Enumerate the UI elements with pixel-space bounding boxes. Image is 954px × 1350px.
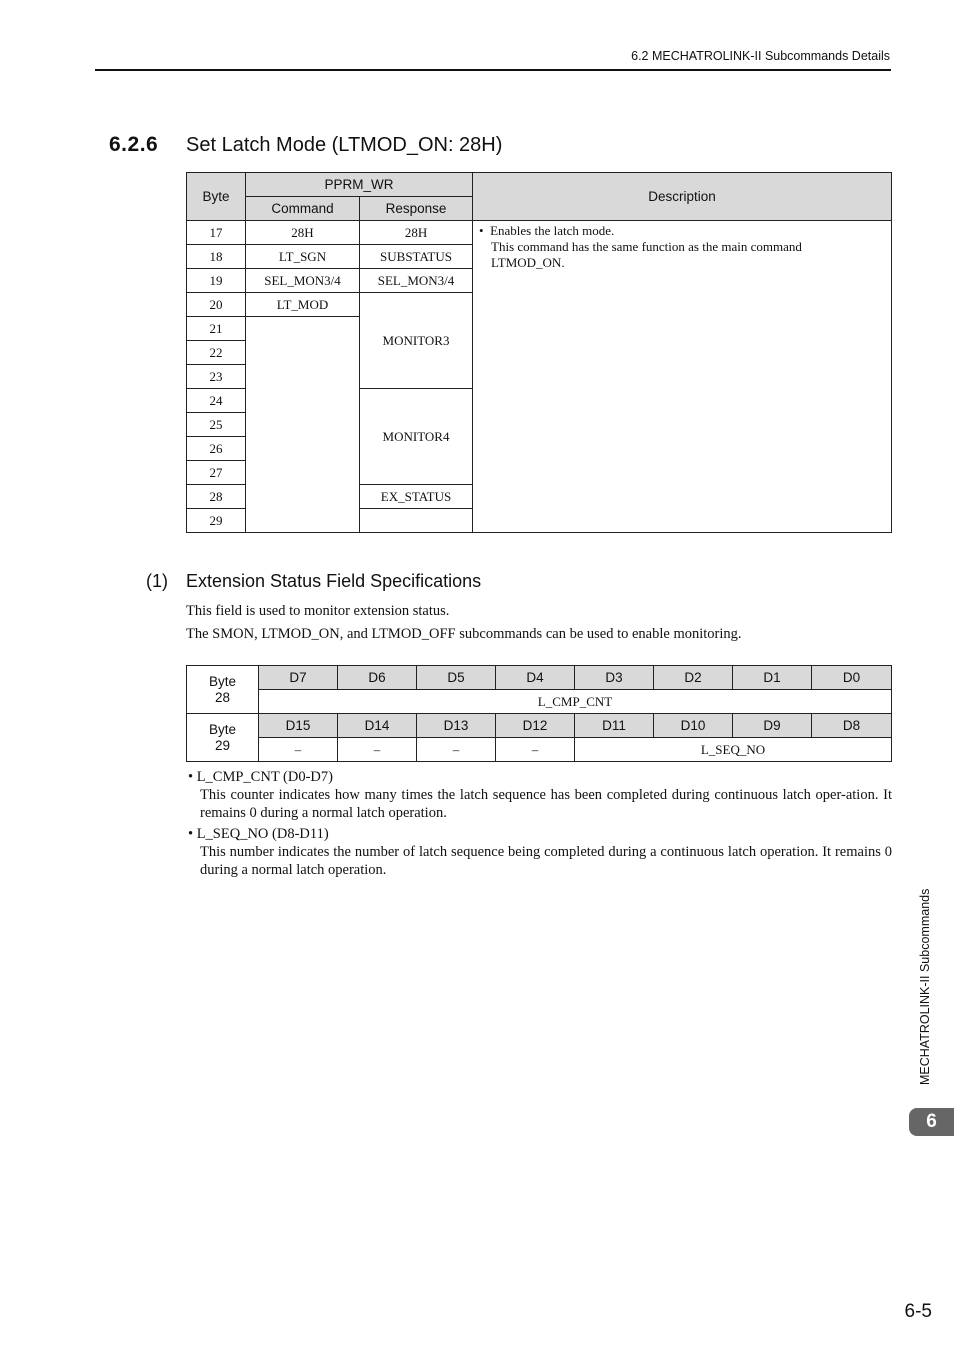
bit-d11: D11 — [575, 714, 654, 738]
header-rule — [95, 69, 891, 71]
bit-d5: D5 — [417, 666, 496, 690]
response-monitor4: MONITOR4 — [360, 389, 473, 485]
header-command: Command — [246, 197, 360, 221]
byte-28-label: Byte 28 — [187, 666, 259, 714]
byte-cell: 19 — [187, 269, 246, 293]
subsection-title: Extension Status Field Specifications — [186, 571, 482, 591]
reserved-cell: – — [496, 738, 575, 762]
bit-d13: D13 — [417, 714, 496, 738]
byte-cell: 18 — [187, 245, 246, 269]
bit-d1: D1 — [733, 666, 812, 690]
header-pprm-wr: PPRM_WR — [246, 173, 473, 197]
bit-d9: D9 — [733, 714, 812, 738]
field-l-cmp-cnt: L_CMP_CNT — [259, 690, 892, 714]
bit-d0: D0 — [812, 666, 892, 690]
byte-cell: 27 — [187, 461, 246, 485]
intro-paragraph-2: The SMON, LTMOD_ON, and LTMOD_OFF subcommands can be used to enable monitoring. — [186, 626, 742, 642]
response-cell: SUBSTATUS — [360, 245, 473, 269]
bit-d14: D14 — [338, 714, 417, 738]
bit-d12: D12 — [496, 714, 575, 738]
byte-cell: 17 — [187, 221, 246, 245]
bit-d3: D3 — [575, 666, 654, 690]
bullet-head: • L_CMP_CNT (D0-D7) — [188, 769, 333, 785]
response-cell: 28H — [360, 221, 473, 245]
running-header: 6.2 MECHATROLINK-II Subcommands Details — [631, 49, 890, 63]
bullet-head: • L_SEQ_NO (D8-D11) — [188, 826, 329, 842]
response-monitor3: MONITOR3 — [360, 293, 473, 389]
byte-cell: 20 — [187, 293, 246, 317]
byte-cell: 26 — [187, 437, 246, 461]
header-byte: Byte — [187, 173, 246, 221]
reserved-cell: – — [417, 738, 496, 762]
intro-paragraph-1: This field is used to monitor extension status. — [186, 603, 450, 619]
byte-cell: 23 — [187, 365, 246, 389]
command-empty-cell — [246, 317, 360, 533]
chapter-side-label: MECHATROLINK-II Subcommands — [918, 888, 932, 1085]
bit-d2: D2 — [654, 666, 733, 690]
bit-header-row-byte29 — [187, 714, 892, 738]
bit-d4: D4 — [496, 666, 575, 690]
bit-d8: D8 — [812, 714, 892, 738]
byte-cell: 28 — [187, 485, 246, 509]
response-cell — [360, 509, 473, 533]
extension-status-bit-table — [186, 665, 892, 762]
command-cell: 28H — [246, 221, 360, 245]
pprm-table — [186, 172, 892, 533]
subsection-number: (1) — [146, 571, 168, 591]
byte-cell: 21 — [187, 317, 246, 341]
bit-d7: D7 — [259, 666, 338, 690]
command-cell: LT_MOD — [246, 293, 360, 317]
reserved-cell: – — [338, 738, 417, 762]
byte-cell: 24 — [187, 389, 246, 413]
bit-d10: D10 — [654, 714, 733, 738]
bullet-l-cmp-cnt — [188, 768, 892, 822]
header-description: Description — [473, 173, 892, 221]
byte-cell: 29 — [187, 509, 246, 533]
reserved-cell: – — [259, 738, 338, 762]
command-cell: LT_SGN — [246, 245, 360, 269]
response-cell: EX_STATUS — [360, 485, 473, 509]
bit-d15: D15 — [259, 714, 338, 738]
byte-cell: 25 — [187, 413, 246, 437]
bit-field-row-byte29 — [187, 738, 892, 762]
description-line-3: LTMOD_ON. — [491, 255, 565, 270]
description-line-1: Enables the latch mode. — [490, 223, 615, 238]
bullet-body: This number indicates the number of latch sequence being completed during a continuous latch operation. It remains 0 during a normal latch operation. — [200, 844, 892, 878]
bullet-body: This counter indicates how many times the latch sequence has been completed during continuous latch oper-ation. It remains 0 during a normal latch operation. — [200, 787, 892, 821]
response-cell: SEL_MON3/4 — [360, 269, 473, 293]
command-cell: SEL_MON3/4 — [246, 269, 360, 293]
bullet-l-seq-no — [188, 825, 892, 879]
table-header-row — [187, 173, 892, 197]
byte-cell: 22 — [187, 341, 246, 365]
bit-field-row-byte28 — [187, 690, 892, 714]
bit-header-row-byte28 — [187, 666, 892, 690]
byte-29-label: Byte 29 — [187, 714, 259, 762]
page-number: 6-5 — [904, 1301, 932, 1322]
table-row — [187, 221, 892, 245]
chapter-tab: 6 — [909, 1108, 954, 1136]
section-title: Set Latch Mode (LTMOD_ON: 28H) — [186, 134, 503, 156]
description-line-2: This command has the same function as the main command — [491, 239, 802, 254]
bullet-mark: • — [479, 223, 484, 238]
bit-d6: D6 — [338, 666, 417, 690]
field-l-seq-no: L_SEQ_NO — [575, 738, 892, 762]
description-cell — [473, 221, 892, 533]
section-number: 6.2.6 — [109, 133, 159, 156]
header-response: Response — [360, 197, 473, 221]
